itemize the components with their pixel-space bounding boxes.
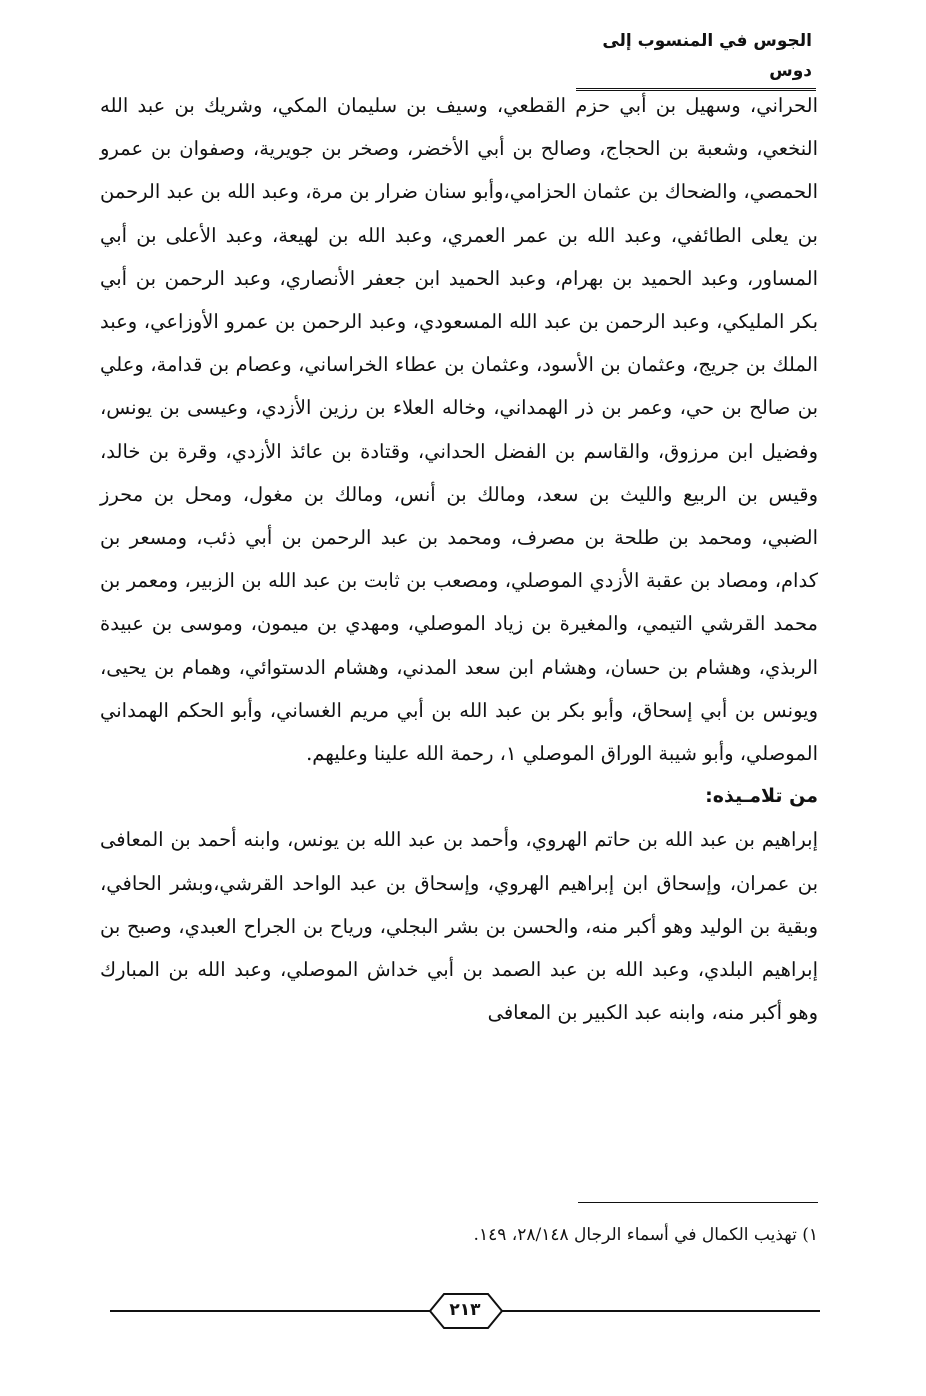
footnote: ١) تهذيب الكمال في أسماء الرجال ٢٨/١٤٨، ١٤٩.: [473, 1225, 818, 1245]
footnote-separator: [578, 1202, 818, 1203]
main-text: [100, 84, 818, 1034]
teachers-paragraph: الحراني، وسهيل بن أبي حزم القطعي، وسيف بن سليمان المكي، وشريك بن عبد الله النخعي، وشعبة بن الحجاج، وصالح بن أبي الأخضر، وصخر بن جويرية، وصفوان بن عمرو الحمصي، والضحاك بن عثمان الحزامي،وأبو سنان ضرار بن مرة، وعبد الله بن عبد الرحمن بن يعلى الطائفي، وعبد الله بن عمر العمري، وعبد الله بن لهيعة، وعبد الأعلى بن أبي المساور، وعبد الحميد بن بهرام، وعبد الحميد ابن جعفر الأنصاري، وعبد الرحمن بن أبي بكر المليكي، وعبد الرحمن بن عبد الله المسعودي، وعبد الرحمن بن عمرو الأوزاعي، وعبد الملك بن جريج، وعثمان بن الأسود، وعثمان بن عطاء الخراساني، وعصام بن قدامة، وعلي بن صالح بن حي، وعمر بن ذر الهمداني، وخاله العلاء بن رزين الأزدي، وعيسى بن يونس، وفضيل ابن مرزوق، والقاسم بن الفضل الحداني، وقتادة بن عائذ الأزدي، وقرة بن خالد، وقيس بن الربيع والليث بن سعد، ومالك بن أنس، ومالك بن مغول، ومحل بن محرز الضبي، ومحمد بن طلحة بن مصرف، ومحمد بن عبد الرحمن بن أبي ذئب، ومسعر بن كدام، ومصاد بن عقبة الأزدي الموصلي، ومصعب بن ثابت بن عبد الله بن الزبير، ومعمر بن محمد القرشي التيمي، والمغيرة بن زياد الموصلي، ومهدي بن ميمون، وموسى بن عبيدة الربذي، وهشام بن حسان، وهشام ابن سعد المدني، وهشام الدستوائي، وهمام بن يحيى، ويونس بن أبي إسحاق، وأبو بكر بن عبد الله بن أبي مريم الغساني، وأبو الحكم الهمداني الموصلي، وأبو شيبة الوراق الموصلي ١، رحمة الله علينا وعليهم.: [100, 94, 818, 766]
running-header: [576, 26, 816, 91]
page-number-ornament: [110, 1290, 820, 1334]
running-title: الجوس في المنسوب إلى دوس: [602, 31, 812, 81]
students-heading: من تلامـيذه:: [705, 785, 818, 808]
page-number: ٢١٣: [449, 1300, 481, 1320]
students-paragraph: إبراهيم بن عبد الله بن حاتم الهروي، وأحمد بن عبد الله بن يونس، وابنه أحمد بن المعافى بن عمران، وإسحاق ابن إبراهيم الهروي، وإسحاق بن عبد الواحد القرشي،وبشر الحافي، وبقية بن الوليد وهو أكبر منه، والحسن بن بشر البجلي، ورياح بن الجراح العبدي، وصبح بن إبراهيم البلدي، وعبد الله بن عبد الصمد بن أبي خداش الموصلي، وعبد الله بن المبارك وهو أكبر منه، وابنه عبد الكبير بن المعافى: [100, 828, 818, 1025]
